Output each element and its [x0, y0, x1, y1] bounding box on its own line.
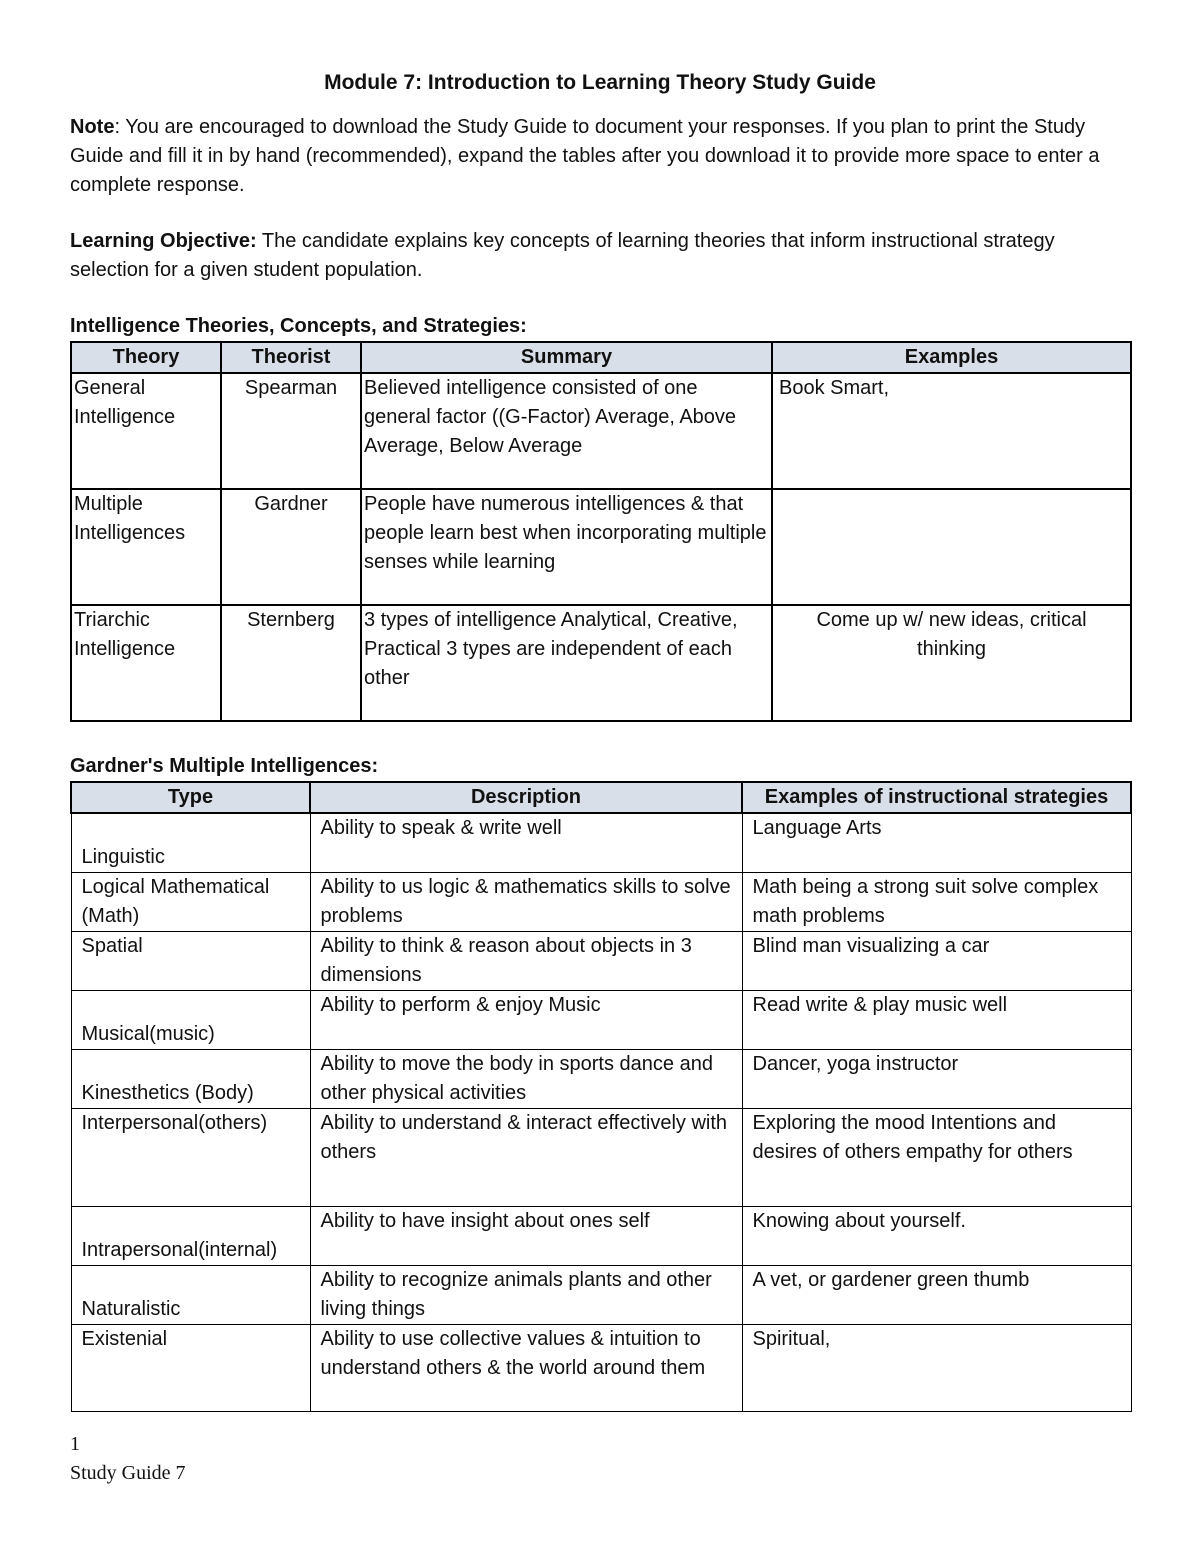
header-description: Description: [310, 782, 742, 813]
examples-cell: Book Smart,: [772, 373, 1131, 489]
page-number: 1: [70, 1433, 80, 1455]
document-title: Module 7: Introduction to Learning Theory Study Guide: [324, 71, 876, 94]
description-cell: Ability to understand & interact effectively with others: [310, 1108, 742, 1206]
strategy-cell: Dancer, yoga instructor: [742, 1049, 1131, 1108]
note-label: Note: [70, 116, 115, 138]
description-cell: Ability to think & reason about objects in 3 dimensions: [310, 931, 742, 990]
description-cell: Ability to recognize animals plants and other living things: [310, 1265, 742, 1324]
theorist-cell: Gardner: [221, 489, 361, 605]
table-row: [71, 872, 1131, 931]
table-row: [71, 1265, 1131, 1324]
table-row: [71, 1049, 1131, 1108]
gardner-header-row: [71, 782, 1131, 813]
theories-table: [70, 341, 1132, 722]
note-paragraph: [70, 113, 1130, 200]
note-text: : You are encouraged to download the Study Guide to document your responses. If you plan to print the Study Guide and fill it in by hand (recommended), expand the tables after you download it to provide more space to enter a complete response.: [70, 116, 1100, 196]
theories-heading: Intelligence Theories, Concepts, and Strategies:: [70, 315, 527, 337]
page-footer: [70, 1430, 186, 1488]
header-examples: Examples: [772, 342, 1131, 373]
type-cell: Logical Mathematical (Math): [71, 872, 310, 931]
table-row: [71, 813, 1131, 872]
table-row: [71, 990, 1131, 1049]
theory-cell: Triarchic Intelligence: [71, 605, 221, 721]
type-cell: Existenial: [71, 1324, 310, 1411]
type-cell: Musical(music): [71, 990, 310, 1049]
strategy-cell: Math being a strong suit solve complex math problems: [742, 872, 1131, 931]
strategy-cell: Language Arts: [742, 813, 1131, 872]
type-cell: Spatial: [71, 931, 310, 990]
strategy-cell: Knowing about yourself.: [742, 1206, 1131, 1265]
strategy-cell: Blind man visualizing a car: [742, 931, 1131, 990]
description-cell: Ability to perform & enjoy Music: [310, 990, 742, 1049]
description-cell: Ability to have insight about ones self: [310, 1206, 742, 1265]
strategy-cell: Spiritual,: [742, 1324, 1131, 1411]
objective-text: The candidate explains key concepts of learning theories that inform instructional strategy selection for a given student population.: [70, 230, 1055, 281]
gardner-table: [70, 781, 1132, 1412]
theories-header-row: [71, 342, 1131, 373]
strategy-cell: A vet, or gardener green thumb: [742, 1265, 1131, 1324]
header-summary: Summary: [361, 342, 772, 373]
theory-cell: Multiple Intelligences: [71, 489, 221, 605]
summary-cell: 3 types of intelligence Analytical, Creative, Practical 3 types are independent of each other: [361, 605, 772, 721]
type-cell: Intrapersonal(internal): [71, 1206, 310, 1265]
summary-cell: Believed intelligence consisted of one general factor ((G-Factor) Average, Above Average, Below Average: [361, 373, 772, 489]
type-cell: Naturalistic: [71, 1265, 310, 1324]
objective-label: Learning Objective:: [70, 230, 257, 252]
type-cell: Kinesthetics (Body): [71, 1049, 310, 1108]
table-row: [71, 605, 1131, 721]
strategy-cell: Read write & play music well: [742, 990, 1131, 1049]
header-type: Type: [71, 782, 310, 813]
description-cell: Ability to move the body in sports dance and other physical activities: [310, 1049, 742, 1108]
examples-cell: [772, 489, 1131, 605]
theory-cell: General Intelligence: [71, 373, 221, 489]
description-cell: Ability to use collective values & intuition to understand others & the world around them: [310, 1324, 742, 1411]
strategy-cell: Exploring the mood Intentions and desires of others empathy for others: [742, 1108, 1131, 1206]
description-cell: Ability to us logic & mathematics skills to solve problems: [310, 872, 742, 931]
type-cell: Interpersonal(others): [71, 1108, 310, 1206]
objective-paragraph: [70, 227, 1130, 285]
table-row: [71, 373, 1131, 489]
examples-cell: Come up w/ new ideas, critical thinking: [772, 605, 1131, 721]
type-cell: Linguistic: [71, 813, 310, 872]
footer-label: Study Guide 7: [70, 1462, 186, 1484]
gardner-heading: Gardner's Multiple Intelligences:: [70, 755, 379, 777]
table-row: [71, 1324, 1131, 1411]
summary-cell: People have numerous intelligences & that people learn best when incorporating multiple senses while learning: [361, 489, 772, 605]
header-theorist: Theorist: [221, 342, 361, 373]
header-theory: Theory: [71, 342, 221, 373]
theorist-cell: Sternberg: [221, 605, 361, 721]
table-row: [71, 489, 1131, 605]
description-cell: Ability to speak & write well: [310, 813, 742, 872]
table-row: [71, 931, 1131, 990]
table-row: [71, 1108, 1131, 1206]
document-page: [70, 68, 1130, 1412]
header-strategies: Examples of instructional strategies: [742, 782, 1131, 813]
table-row: [71, 1206, 1131, 1265]
theorist-cell: Spearman: [221, 373, 361, 489]
